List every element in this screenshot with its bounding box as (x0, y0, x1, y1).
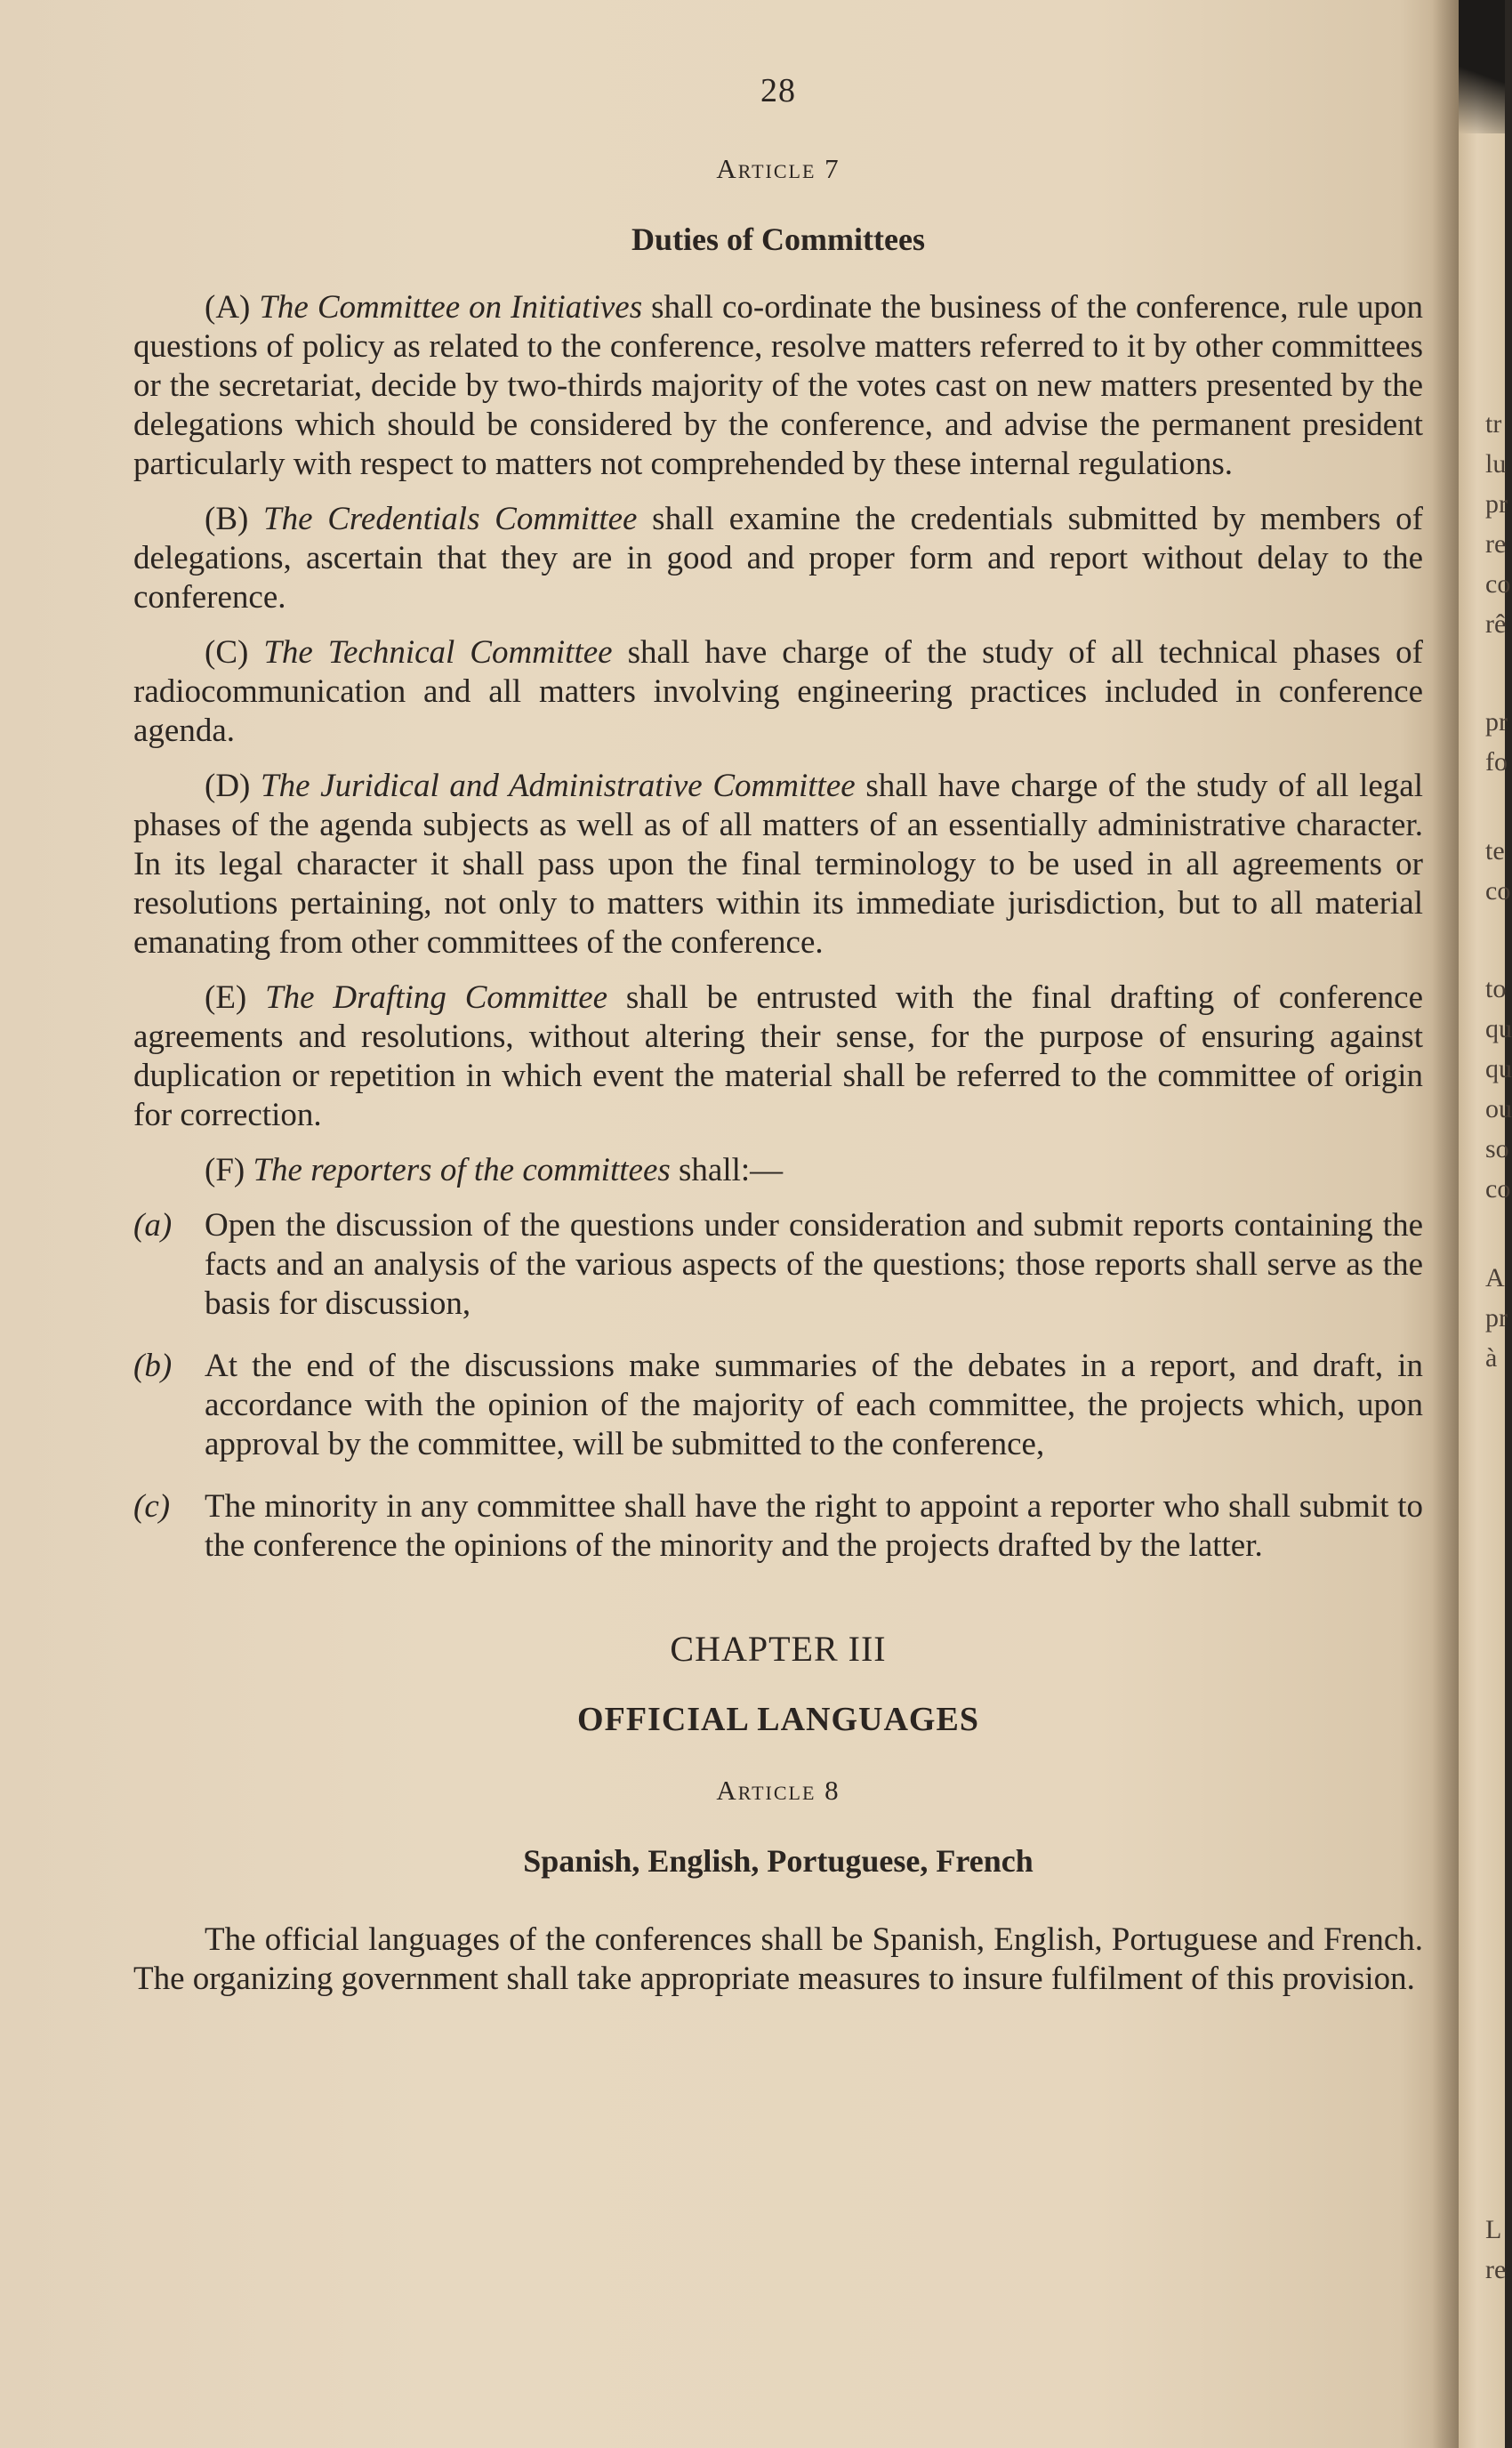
facing-fragment: to (1485, 974, 1507, 1003)
paragraph-lead: (D) (205, 768, 261, 804)
facing-fragment: co (1485, 569, 1511, 599)
committee-name: The Juridical and Administrative Committee (261, 768, 856, 804)
facing-fragment: à (1485, 1343, 1498, 1373)
facing-fragment: co (1485, 876, 1511, 906)
paragraph-text: shall co-ordinate the business of the conference, rule upon questions of policy as related to the conference, resolve matters referred to it by other committees or the secretariat, decide by two-thirds majority of the votes cast on new matters presented by the delegations which should be considered by the conference, and advise the permanent president particularly with respect to matters not comprehended by these internal regulations. (133, 289, 1423, 482)
facing-fragment: re (1485, 2255, 1507, 2284)
paragraph-text: shall have charge of the study of all legal phases of the agenda subjects as well as of all matters of an essentially administrative character. In its legal character it shall pass upon the final terminology to be used in all agreements or resolutions pertaining, not only to matters within its immediate jurisdiction, but to all material emanating from other committees of the conference. (133, 768, 1423, 961)
article-7-title: Duties of Committees (631, 221, 925, 257)
facing-fragment: pr (1485, 489, 1508, 519)
chapter-heading: CHAPTER III (670, 1629, 887, 1669)
paragraph-lead: (B) (205, 501, 264, 537)
paragraph-b (133, 500, 1423, 617)
committee-name: The Credentials Committee (263, 501, 638, 537)
page-content (133, 71, 1423, 2015)
facing-fragment: lu (1485, 449, 1507, 479)
binding-shadow (1459, 0, 1505, 133)
page-gutter-shadow (1432, 0, 1459, 2448)
article-8-text: The official languages of the conferences shall be Spanish, English, Portuguese and French. The organizing government shall take appropriate measures to insure fulfilment of this provision. (133, 1921, 1423, 1997)
facing-fragment: L (1485, 2215, 1502, 2244)
paragraph-text: shall be entrusted with the final drafting of conference agreements and resolutions, without altering their sense, for the purpose of ensuring against duplication or repetition in which event the material shall be referred to the committee of origin for correction. (133, 979, 1424, 1133)
facing-page-edge (1459, 0, 1512, 2448)
facing-fragment: so (1485, 1134, 1509, 1164)
article-7-heading: Article 7 (716, 153, 840, 184)
chapter-title: OFFICIAL LANGUAGES (577, 1701, 979, 1738)
subitem-text: At the end of the discussions make summaries of the debates in a report, and draft, in accordance with the opinion of the majority of each committee, the projects which, upon approval by the committee, will be submitted to the conference, (205, 1348, 1423, 1462)
facing-fragment: fo (1485, 747, 1508, 777)
facing-fragment: co (1485, 1174, 1511, 1204)
committee-name: The reporters of the committees (253, 1152, 671, 1188)
subitem-c (133, 1487, 1423, 1566)
facing-fragment: A (1485, 1263, 1505, 1292)
committee-name: The Drafting Committee (265, 979, 608, 1016)
paragraph-lead: (E) (205, 979, 266, 1016)
paragraph-lead: (C) (205, 634, 264, 671)
facing-fragment: rê (1485, 609, 1507, 639)
subitem-b (133, 1347, 1423, 1464)
subitem-label: (a) (133, 1207, 173, 1244)
paragraph-lead: (A) (205, 289, 260, 326)
facing-fragment: tr (1485, 409, 1502, 439)
facing-fragment: qu (1485, 1054, 1512, 1083)
paragraph-text: shall have charge of the study of all technical phases of radiocommunication and all matters involving engineering practices included in conference agenda. (133, 634, 1424, 749)
facing-fragment: te (1485, 836, 1505, 866)
subitem-label: (b) (133, 1348, 173, 1384)
facing-fragment: qu (1485, 1014, 1512, 1043)
committee-name: The Technical Committee (263, 634, 613, 671)
facing-fragment: ou (1485, 1094, 1512, 1123)
paragraph-lead: (F) (205, 1152, 253, 1188)
facing-fragment: pr (1485, 1303, 1508, 1333)
subitem-text: Open the discussion of the questions under consideration and submit reports containing the facts and an analysis of the various aspects of the questions; those reports shall serve as the basis for discussion, (205, 1207, 1423, 1322)
paragraph-text: shall examine the credentials submitted by members of delegations, ascertain that they are in good and proper form and report without delay to the conference. (133, 501, 1424, 616)
page-number: 28 (760, 72, 796, 109)
facing-fragment: re (1485, 529, 1507, 559)
subitem-text: The minority in any committee shall have the right to appoint a reporter who shall submit to the conference the opinions of the minority and the projects drafted by the latter. (205, 1488, 1423, 1564)
article-8-title: Spanish, English, Portuguese, French (523, 1843, 1033, 1879)
subitem-label: (c) (133, 1488, 171, 1525)
article-8-heading: Article 8 (716, 1775, 840, 1806)
paragraph-c (133, 633, 1423, 751)
paragraph-a (133, 288, 1423, 484)
paragraph-text: shall:— (670, 1152, 784, 1188)
facing-fragment: pr (1485, 707, 1508, 737)
paragraph-e (133, 978, 1423, 1135)
committee-name: The Committee on Initiatives (259, 289, 643, 326)
paragraph-f (133, 1151, 1423, 1190)
subitem-a (133, 1206, 1423, 1324)
paragraph-d (133, 767, 1423, 962)
